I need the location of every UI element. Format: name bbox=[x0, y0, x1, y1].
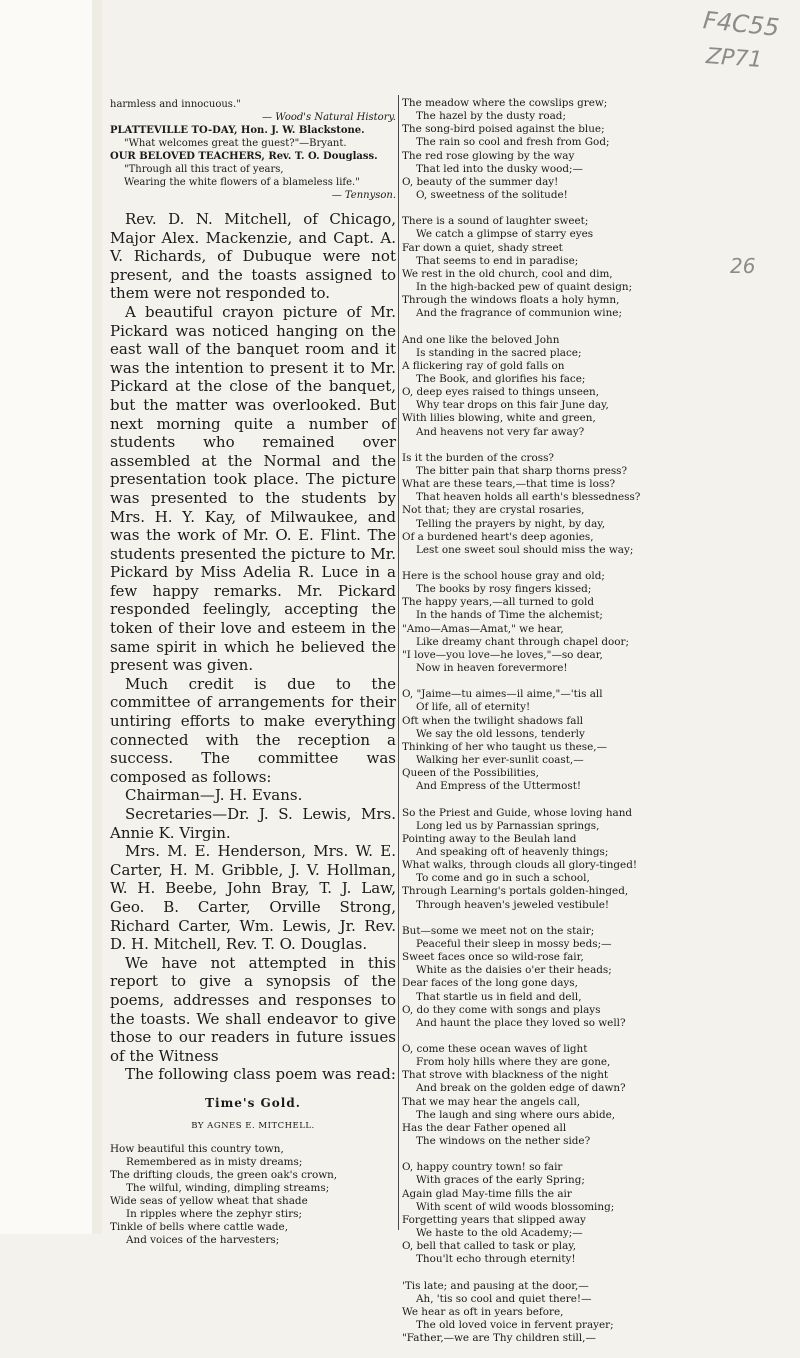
article-body bbox=[110, 210, 396, 1084]
poem-line: The Book, and glorifies his face; bbox=[416, 372, 586, 385]
committee-secretaries: Secretaries—Dr. J. S. Lewis, Mrs. Annie K. Virgin. bbox=[110, 805, 396, 842]
poem-line: What are these tears,—that time is loss? bbox=[402, 478, 616, 491]
poem-line: The laugh and sing where ours abide, bbox=[416, 1108, 616, 1121]
poem-line: That we may hear the angels call, bbox=[402, 1095, 581, 1108]
poem-line: We rest in the old church, cool and dim, bbox=[402, 267, 613, 280]
poem-line: Peaceful their sleep in mossy beds;— bbox=[416, 937, 612, 950]
poem-line: Why tear drops on this fair June day, bbox=[416, 399, 609, 412]
poem-line: 'Tis late; and pausing at the door,— bbox=[402, 1279, 589, 1292]
poem-line: O, deep eyes raised to things unseen, bbox=[402, 386, 600, 399]
committee-list bbox=[110, 786, 396, 953]
poem-line: The wilful, winding, dimpling streams; bbox=[126, 1181, 330, 1194]
poem-stanza bbox=[402, 1161, 674, 1266]
poem-line: Thou'lt echo through eternity! bbox=[416, 1253, 576, 1266]
poem-line: In the high-backed pew of quaint design; bbox=[416, 281, 633, 294]
poem-line: In ripples where the zephyr stirs; bbox=[126, 1207, 303, 1220]
toast-attribution: — Wood's Natural History. bbox=[262, 112, 396, 123]
poem-line: Wide seas of yellow wheat that shade bbox=[110, 1194, 308, 1207]
poem-line: Like dreamy chant through chapel door; bbox=[416, 635, 630, 648]
poem-line: Thinking of her who taught us these,— bbox=[402, 740, 607, 753]
poem-stanza bbox=[402, 97, 674, 202]
poem-line: With lilies blowing, white and green, bbox=[402, 412, 596, 425]
poem-line: And the fragrance of communion wine; bbox=[416, 307, 622, 320]
poem-line: Has the dear Father opened all bbox=[402, 1121, 567, 1134]
poem-line: Walking her ever-sunlit coast,— bbox=[416, 754, 584, 767]
article-paragraph: Much credit is due to the committee of arrangements for their untiring efforts to make everything connected with the reception a success. The committee was composed as follows: bbox=[110, 674, 396, 786]
toast-attribution: — Tennyson. bbox=[331, 190, 396, 201]
page-fold-shadow bbox=[92, 0, 102, 1234]
poem-line: With graces of the early Spring; bbox=[416, 1174, 585, 1187]
right-column bbox=[402, 97, 674, 1358]
poem-line: We haste to the old Academy;— bbox=[416, 1227, 583, 1240]
poem-line: Of life, all of eternity! bbox=[416, 701, 531, 714]
poem-line: Is it the burden of the cross? bbox=[402, 451, 554, 464]
poem-line: The books by rosy fingers kissed; bbox=[416, 583, 592, 596]
poem-line: Telling the prayers by night, by day, bbox=[416, 517, 606, 530]
poem-line: Ah, 'tis so cool and quiet there!— bbox=[416, 1292, 592, 1305]
poem-line: And Empress of the Uttermost! bbox=[416, 780, 582, 793]
poem-line: We hear as oft in years before, bbox=[402, 1305, 564, 1318]
poem-line: Remembered as in misty dreams; bbox=[126, 1155, 303, 1168]
poem-line: "Father,—we are Thy children still,— bbox=[402, 1332, 596, 1345]
poem-line: The happy years,—all turned to gold bbox=[402, 596, 595, 609]
poem-line: That strove with blackness of the night bbox=[402, 1069, 609, 1082]
poem-line: There is a sound of laughter sweet; bbox=[402, 215, 589, 228]
poem-line: O, happy country town! so fair bbox=[402, 1161, 563, 1174]
poem-line: Oft when the twilight shadows fall bbox=[402, 714, 584, 727]
toast-quote: "Through all this tract of years, bbox=[124, 164, 284, 175]
pencil-annotation: F4C55 bbox=[701, 6, 781, 42]
poem-line: Here is the school house gray and old; bbox=[402, 570, 605, 582]
poem-line: That heaven holds all earth's blessedness? bbox=[416, 491, 641, 504]
poem-stanza bbox=[402, 688, 674, 793]
poem-line: What walks, through clouds all glory-tinged! bbox=[402, 859, 638, 872]
poem-title: Time's Gold. bbox=[205, 1095, 301, 1110]
poem-line: That led into the dusky wood;— bbox=[416, 162, 583, 175]
toast-title: OUR BELOVED TEACHERS, Rev. T. O. Douglass. bbox=[110, 151, 378, 162]
poem-line: Lest one sweet soul should miss the way; bbox=[416, 543, 634, 556]
poem-line: With scent of wild woods blossoming; bbox=[416, 1200, 615, 1213]
article-paragraph: A beautiful crayon picture of Mr. Pickard was noticed hanging on the east wall of the banquet room and it was the intention to present it to Mr. Pickard at the close of the banquet, but the matter was overlooked. But next morning quite a number of students who remained over assembled at the Normal and the presentation took place. The picture was presented to the students by Mrs. H. Y. Kay, of Milwaukee, and was the work of Mr. O. E. Flint. The students presented the picture to Mr. Pickard by Miss Adelia R. Luce in a few happy remarks. Mr. Pickard responded feelingly, accepting the token of their love and esteem in the same spirit in which he believed the present was given. bbox=[110, 302, 396, 675]
poem-stanza bbox=[402, 215, 674, 320]
poem-line: Again glad May-time fills the air bbox=[402, 1187, 572, 1200]
poem-stanza bbox=[110, 1143, 396, 1247]
poem-line: To come and go in such a school, bbox=[416, 872, 590, 885]
poem-line: Queen of the Possibilities, bbox=[402, 767, 539, 780]
poem-stanza bbox=[402, 452, 674, 557]
poem-author: BY AGNES E. MITCHELL. bbox=[191, 1120, 315, 1131]
poem-line: The meadow where the cowslips grew; bbox=[402, 97, 608, 109]
poem-line: The old loved voice in fervent prayer; bbox=[416, 1318, 614, 1331]
pencil-annotation: 26 bbox=[730, 254, 756, 278]
poem-line: We catch a glimpse of starry eyes bbox=[416, 228, 594, 241]
poem-line: Of a burdened heart's deep agonies, bbox=[402, 530, 594, 543]
poem-line: Long led us by Parnassian springs, bbox=[416, 819, 600, 832]
poem-line: That seems to end in paradise; bbox=[416, 254, 579, 267]
poem-stanza bbox=[402, 925, 674, 1030]
toast-line: harmless and innocuous." bbox=[110, 99, 241, 110]
poem-stanza bbox=[402, 1043, 674, 1148]
poem-line: Not that; they are crystal rosaries, bbox=[402, 504, 585, 517]
poem-line: And break on the golden edge of dawn? bbox=[416, 1082, 626, 1095]
poem-line: The rain so cool and fresh from God; bbox=[416, 136, 610, 149]
poem-line: "I love—you love—he loves,"—so dear, bbox=[402, 648, 603, 661]
poem-line: The red rose glowing by the way bbox=[402, 149, 575, 162]
toast-title: PLATTEVILLE TO-DAY, Hon. J. W. Blackstone. bbox=[110, 125, 365, 136]
committee-members: Mrs. M. E. Henderson, Mrs. W. E. Carter, H. M. Gribble, J. V. Hollman, W. H. Beebe, John Bray, T. J. Law, Geo. B. Carter, Orville Strong, Richard Carter, Wm. Lewis, Jr. Rev. D. H. Mitchell, Rev. T. O. Douglas. bbox=[110, 842, 396, 954]
article-paragraph: Rev. D. N. Mitchell, of Chicago, Major Alex. Mackenzie, and Capt. A. V. Richards, of Dubuque were not present, and the toasts assigned to them were not responded to. bbox=[110, 210, 396, 303]
poem-line: Tinkle of bells where cattle wade, bbox=[110, 1220, 288, 1233]
poem-line: Forgetting years that slipped away bbox=[402, 1213, 586, 1226]
poem-stanza bbox=[402, 570, 674, 675]
poem-line: "Amo—Amas—Amat," we hear, bbox=[402, 622, 564, 635]
poem-line: In the hands of Time the alchemist; bbox=[416, 609, 603, 622]
poem-line: And voices of the harvesters; bbox=[126, 1233, 280, 1246]
poem-line: A flickering ray of gold falls on bbox=[402, 359, 565, 372]
poem-line: Dear faces of the long gone days, bbox=[402, 977, 578, 990]
poem-line: O, bell that called to task or play, bbox=[402, 1240, 577, 1253]
left-column bbox=[110, 96, 396, 1247]
scan-margin bbox=[0, 0, 93, 1234]
committee-chairman: Chairman—J. H. Evans. bbox=[125, 786, 303, 805]
pencil-annotation: ZP71 bbox=[705, 44, 764, 73]
poem-line: Through the windows floats a holy hymn, bbox=[402, 294, 620, 307]
toast-quote: Wearing the white flowers of a blameless life." bbox=[124, 177, 360, 188]
poem-line: The drifting clouds, the green oak's crown, bbox=[110, 1168, 338, 1181]
poem-line: The windows on the nether side? bbox=[416, 1135, 591, 1148]
poem-stanza bbox=[402, 807, 674, 912]
poem-line: Sweet faces once so wild-rose fair, bbox=[402, 951, 584, 964]
article-paragraph: The following class poem was read: bbox=[125, 1065, 396, 1084]
poem-line: White as the daisies o'er their heads; bbox=[416, 964, 612, 977]
poem-line: How beautiful this country town, bbox=[110, 1142, 284, 1155]
poem-line: So the Priest and Guide, whose loving hand bbox=[402, 806, 633, 819]
column-rule bbox=[398, 95, 399, 1230]
poem-line: Through Learning's portals golden-hinged, bbox=[402, 885, 629, 898]
poem-line: And one like the beloved John bbox=[402, 333, 560, 346]
poem-line: The song-bird poised against the blue; bbox=[402, 123, 605, 136]
poem-line: And heavens not very far away? bbox=[416, 425, 585, 438]
poem-line: We say the old lessons, tenderly bbox=[416, 727, 585, 740]
poem-line: O, sweetness of the solitude! bbox=[416, 189, 568, 202]
poem-line: Now in heaven forevermore! bbox=[416, 662, 568, 675]
poem-line: But—some we meet not on the stair; bbox=[402, 924, 595, 937]
poem-line: O, come these ocean waves of light bbox=[402, 1043, 588, 1055]
poem-line: From holy hills where they are gone, bbox=[416, 1056, 611, 1069]
toast-quote: "What welcomes great the guest?"—Bryant. bbox=[124, 138, 347, 149]
poem-line: O, "Jaime—tu aimes—il aime,"—'tis all bbox=[402, 688, 603, 701]
article-paragraph: We have not attempted in this report to give a synopsis of the poems, addresses and responses to the toasts. We shall endeavor to give those to our readers in future issues of the Witness bbox=[110, 953, 396, 1065]
toast-list bbox=[110, 98, 396, 202]
poem-line: O, beauty of the summer day! bbox=[402, 175, 559, 188]
poem-stanza bbox=[402, 1280, 674, 1346]
poem-line: The bitter pain that sharp thorns press? bbox=[416, 464, 628, 477]
poem-stanza bbox=[402, 334, 674, 439]
poem-line: Is standing in the sacred place; bbox=[416, 346, 582, 359]
poem-line: Pointing away to the Beulah land bbox=[402, 832, 577, 845]
poem-line: O, do they come with songs and plays bbox=[402, 1003, 601, 1016]
poem-line: Far down a quiet, shady street bbox=[402, 241, 563, 254]
poem-line: And haunt the place they loved so well? bbox=[416, 1016, 626, 1029]
poem-line: The hazel by the dusty road; bbox=[416, 110, 566, 123]
poem-line: Through heaven's jeweled vestibule! bbox=[416, 898, 610, 911]
poem-line: That startle us in field and dell, bbox=[416, 990, 582, 1003]
poem-line: And speaking oft of heavenly things; bbox=[416, 845, 609, 858]
